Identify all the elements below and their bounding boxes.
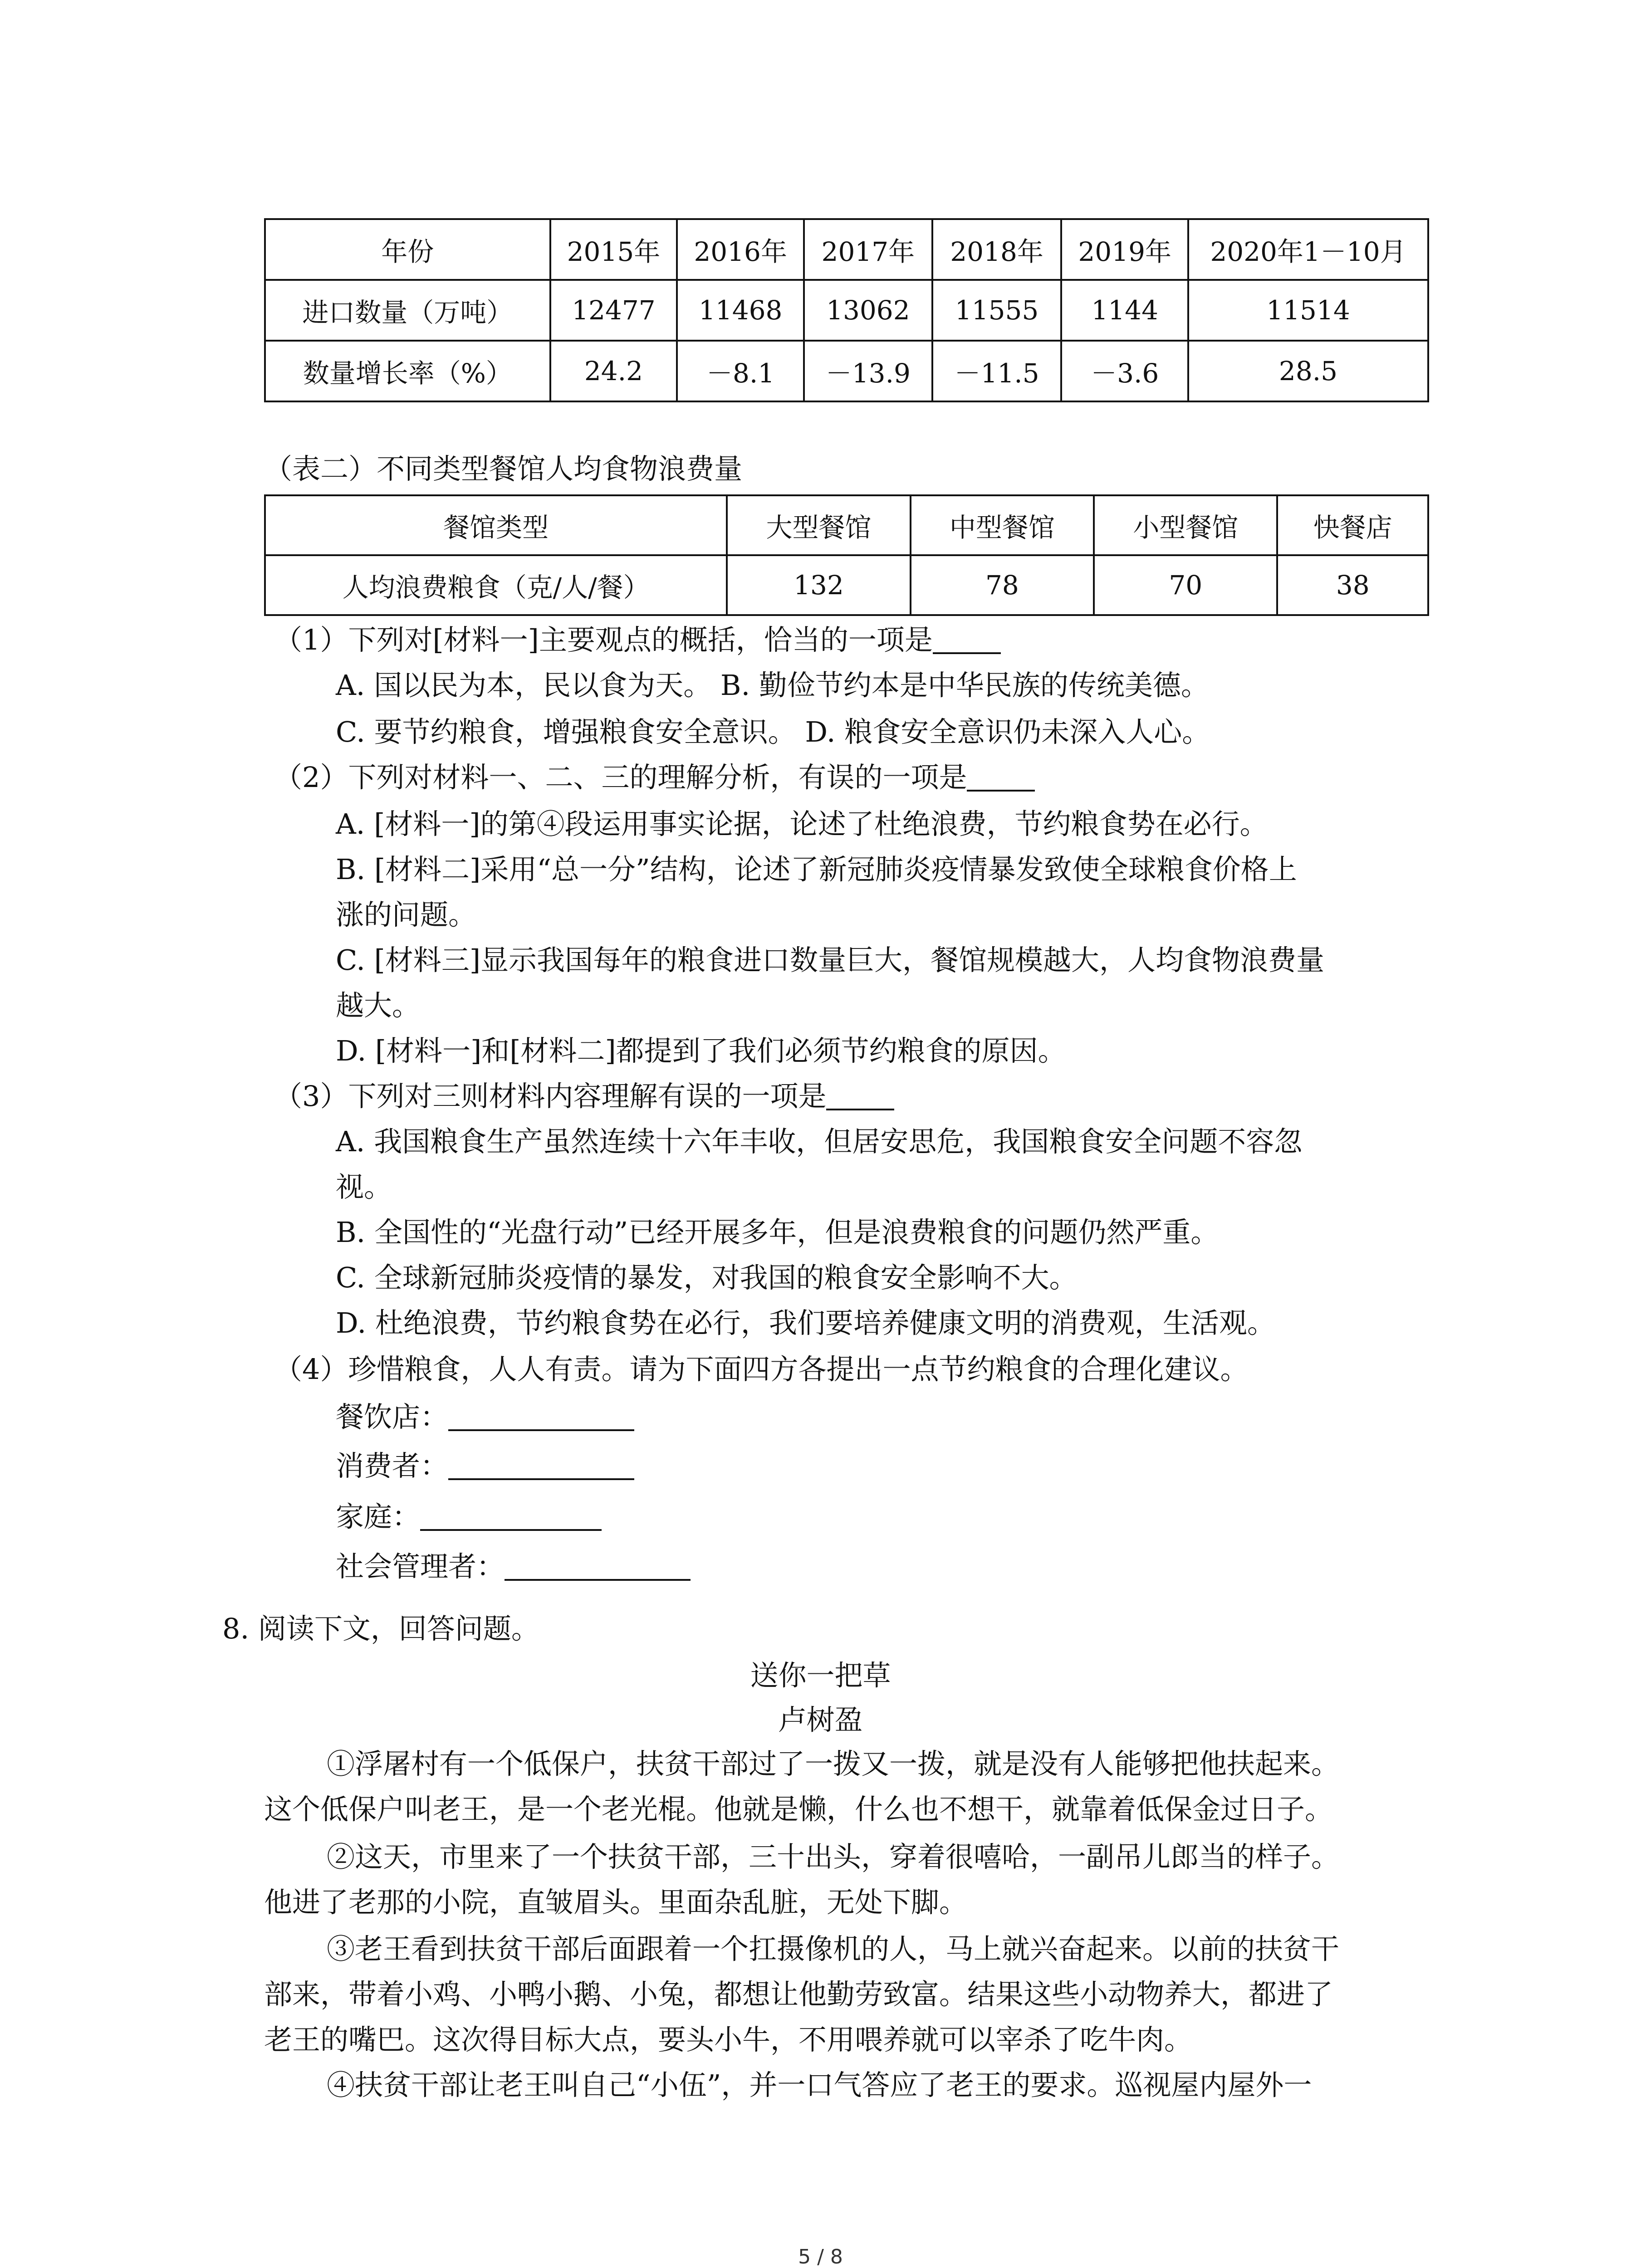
table-row (265, 555, 1428, 615)
table-cell: 1144 (1061, 280, 1188, 341)
table-cell: 2020年1－10月 (1188, 219, 1428, 280)
field-label: 社会管理者： (336, 1550, 505, 1583)
table-cell: 2015年 (550, 219, 677, 280)
table-cell: 小型餐馆 (1094, 495, 1277, 555)
answer-blank[interactable] (826, 1082, 894, 1110)
table-cell: 2016年 (677, 219, 804, 280)
table-cell: －11.5 (932, 341, 1062, 401)
table-cell: 12477 (550, 280, 677, 341)
table-cell: 13062 (804, 280, 932, 341)
table-cell: 中型餐馆 (911, 495, 1094, 555)
table-cell: 78 (911, 555, 1094, 615)
paragraph-3-line3: 老王的嘴巴。这次得目标大点，要头小牛，不用喂养就可以宰杀了吃牛肉。 (264, 2023, 1193, 2056)
question-text: （2）下列对材料一、二、三的理解分析，有误的一项是 (274, 761, 967, 794)
paragraph-4-line1: ④扶贫干部让老王叫自己“小伍”，并一口气答应了老王的要求。巡视屋内屋外一 (327, 2068, 1312, 2102)
table-cell: 11514 (1188, 280, 1428, 341)
question-2-option-a: A. [材料一]的第④段运用事实论据，论述了杜绝浪费，节约粮食势在必行。 (336, 807, 1268, 841)
table-row (265, 280, 1428, 341)
field-label: 餐饮店： (336, 1400, 449, 1433)
question-3-option-a-line1: A. 我国粮食生产虽然连续十六年丰收，但居安思危，我国粮食安全问题不容忽 (336, 1125, 1303, 1158)
question-2-option-c-line1: C. [材料三]显示我国每年的粮食进口数量巨大，餐馆规模越大，人均食物浪费量 (336, 943, 1325, 977)
table-cell: 2017年 (804, 219, 932, 280)
question-1-options-cd: C. 要节约粮食，增强粮食安全意识。 D. 粮食安全意识仍未深入人心。 (336, 715, 1210, 748)
table-row (265, 341, 1428, 401)
table-cell: －8.1 (677, 341, 804, 401)
table-row (265, 495, 1428, 555)
table2-caption: （表二）不同类型餐馆人均食物浪费量 (264, 452, 743, 485)
paragraph-1-line1: ①浮屠村有一个低保户，扶贫干部过了一拨又一拨，就是没有人能够把他扶起来。 (327, 1747, 1340, 1780)
suggestion-consumer (336, 1449, 634, 1482)
answer-blank[interactable] (933, 626, 1001, 654)
question-3-option-d: D. 杜绝浪费，节约粮食势在必行，我们要培养健康文明的消费观，生活观。 (336, 1306, 1275, 1339)
table-cell: 28.5 (1188, 341, 1428, 401)
paragraph-1-line2: 这个低保户叫老王，是一个老光棍。他就是懒，什么也不想干，就靠着低保金过日子。 (264, 1793, 1333, 1826)
question-2-option-c-line2: 越大。 (336, 989, 421, 1022)
question-2-stem (274, 763, 1035, 792)
table-cell: 数量增长率（%） (265, 341, 550, 401)
question-8-stem: 8. 阅读下文，回答问题。 (222, 1612, 539, 1645)
suggestion-family (336, 1500, 602, 1533)
grain-import-table (264, 218, 1429, 402)
table-cell: 大型餐馆 (727, 495, 910, 555)
table-row (265, 219, 1428, 280)
question-1-options-ab: A. 国以民为本，民以食为天。 B. 勤俭节约本是中华民族的传统美德。 (336, 669, 1209, 702)
table-cell: 进口数量（万吨） (265, 280, 550, 341)
question-2-option-b-line2: 涨的问题。 (336, 898, 477, 931)
paragraph-3-line1: ③老王看到扶贫干部后面跟着一个扛摄像机的人，马上就兴奋起来。以前的扶贫干 (327, 1932, 1340, 1965)
question-4-stem: （4）珍惜粮食，人人有责。请为下面四方各提出一点节约粮食的合理化建议。 (274, 1353, 1249, 1386)
answer-blank[interactable] (967, 763, 1035, 792)
field-label: 家庭： (336, 1500, 421, 1533)
question-text: （3）下列对三则材料内容理解有误的一项是 (274, 1080, 827, 1113)
table-cell: 38 (1277, 555, 1428, 615)
table-cell: 11555 (932, 280, 1062, 341)
table-cell: 24.2 (550, 341, 677, 401)
question-3-option-c: C. 全球新冠肺炎疫情的暴发，对我国的粮食安全影响不大。 (336, 1261, 1078, 1294)
restaurant-waste-table (264, 494, 1429, 616)
field-label: 消费者： (336, 1449, 449, 1482)
table-cell: －3.6 (1061, 341, 1188, 401)
paragraph-2-line1: ②这天，市里来了一个扶贫干部，三十出头，穿着很嘻哈，一副吊儿郎当的样子。 (327, 1840, 1340, 1873)
suggestion-restaurant (336, 1400, 634, 1433)
question-1-stem (274, 623, 1001, 656)
answer-blank[interactable] (448, 1452, 634, 1480)
question-text: （1）下列对[材料一]主要观点的概括，恰当的一项是 (274, 623, 933, 656)
question-3-stem (274, 1080, 894, 1113)
answer-blank[interactable] (420, 1503, 602, 1531)
table-cell: 年份 (265, 219, 550, 280)
paragraph-2-line2: 他进了老那的小院，直皱眉头。里面杂乱脏，无处下脚。 (264, 1886, 968, 1919)
question-3-option-b: B. 全国性的“光盘行动”已经开展多年，但是浪费粮食的问题仍然严重。 (336, 1216, 1219, 1249)
table-cell: 2018年 (932, 219, 1062, 280)
table-cell: 11468 (677, 280, 804, 341)
suggestion-administrator (336, 1550, 691, 1583)
table-cell: 132 (727, 555, 910, 615)
page-number: 5 / 8 (798, 2245, 843, 2268)
passage-title: 送你一把草 (750, 1659, 891, 1692)
question-2-option-b-line1: B. [材料二]采用“总一分”结构，论述了新冠肺炎疫情暴发致使全球粮食价格上 (336, 853, 1297, 886)
paragraph-3-line2: 部来，带着小鸡、小鸭小鹅、小兔，都想让他勤劳致富。结果这些小动物养大，都进了 (264, 1978, 1333, 2011)
question-3-option-a-line2: 视。 (336, 1170, 392, 1203)
passage-author: 卢树盈 (778, 1703, 863, 1736)
table-cell: 70 (1094, 555, 1277, 615)
table-cell: －13.9 (804, 341, 932, 401)
table-cell: 快餐店 (1277, 495, 1428, 555)
table-cell: 人均浪费粮食（克/人/餐） (265, 555, 727, 615)
table-cell: 餐馆类型 (265, 495, 727, 555)
answer-blank[interactable] (505, 1553, 691, 1581)
question-2-option-d: D. [材料一]和[材料二]都提到了我们必须节约粮食的原因。 (336, 1034, 1066, 1067)
table-cell: 2019年 (1061, 219, 1188, 280)
answer-blank[interactable] (448, 1403, 634, 1431)
